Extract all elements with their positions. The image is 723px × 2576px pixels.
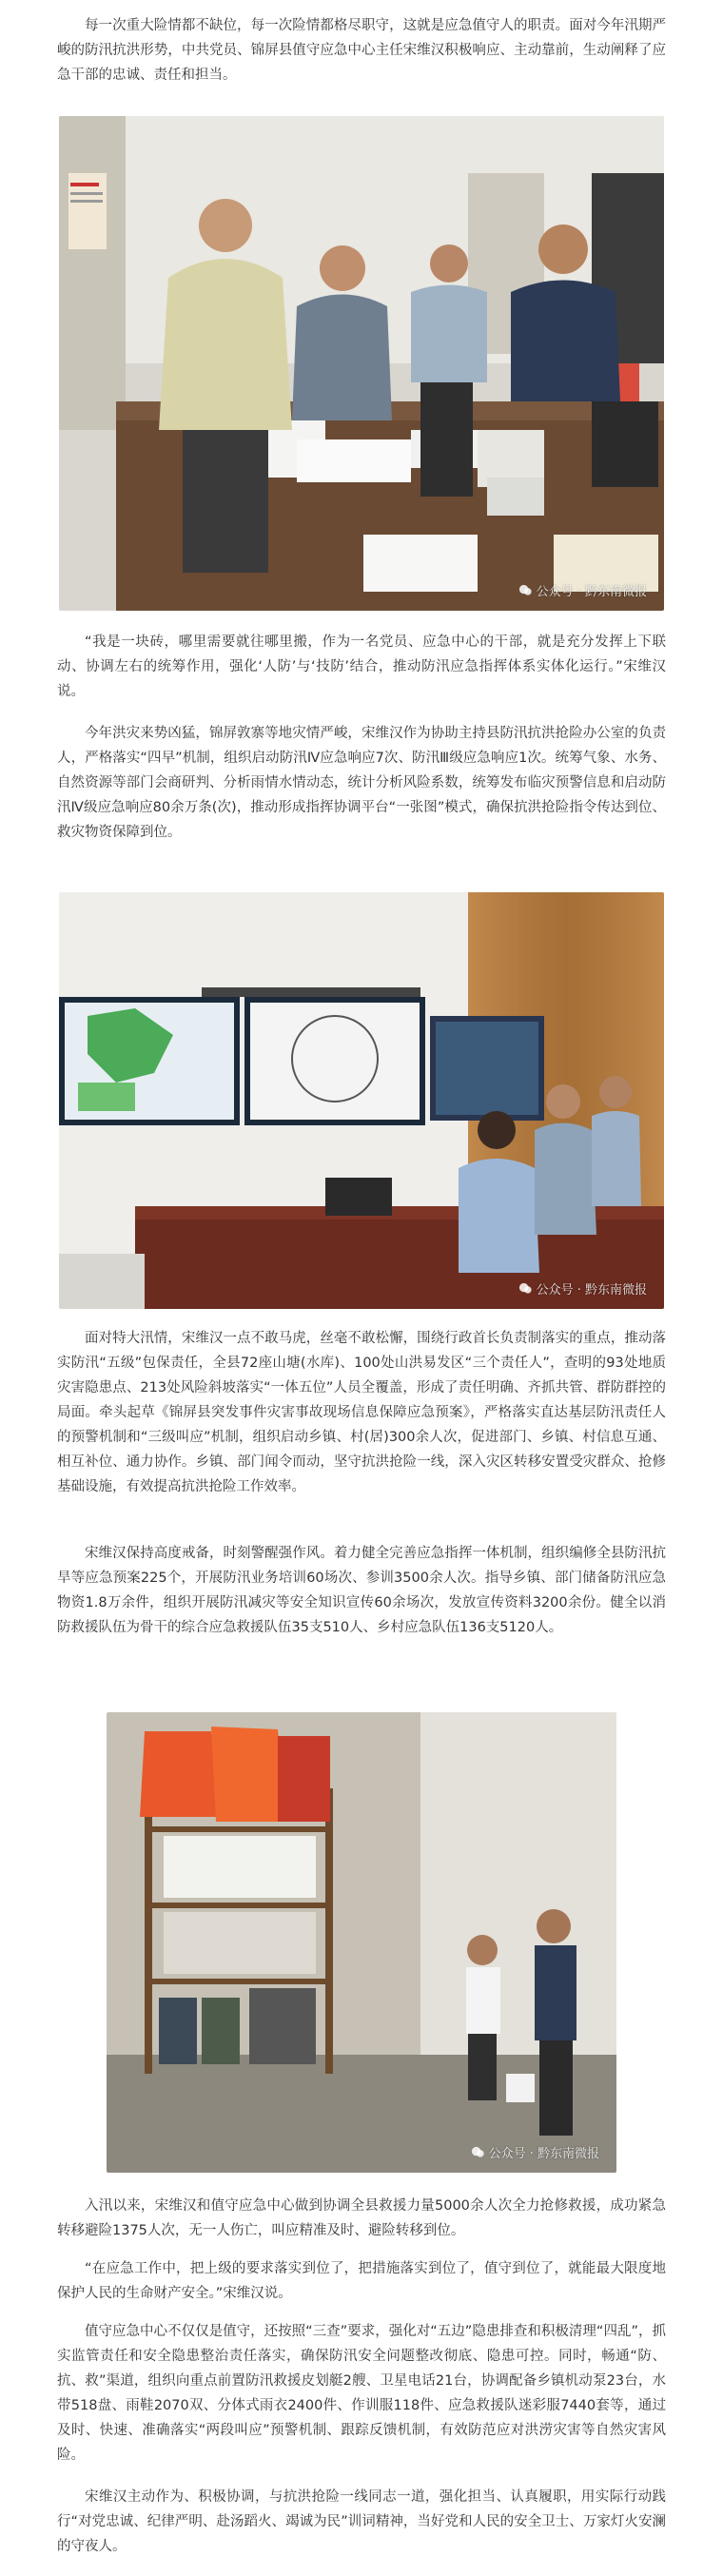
photo-watermark <box>518 581 647 599</box>
photo-office-meeting <box>59 116 664 611</box>
article-paragraph: 值守应急中心不仅仅是值守，还按照“三查”要求，强化对“五边”隐患排查和积极清理“四乱”，抓实监管责任和安全隐患整治责任落实，确保防汛安全问题整改彻底、隐患可控。同时，畅通“防、抗、救”渠道，组织向重点前置防汛救援皮划艇2艘、卫星电话21台，协调配备乡镇机动泵23台，水带518盘、雨鞋2070双、分体式雨衣2400件、作训服118件、应急救援队迷彩服7440套等，通过及时、快速、准确落实“两段叫应”预警机制、跟踪反馈机制，有效防范应对洪涝灾害等自然灾害风险。 <box>57 2324 666 2463</box>
article-paragraph: “在应急工作中，把上级的要求落实到位了，把措施落实到位了，值守到位了，就能最大限度地保护人民的生命财产安全。”宋维汉说。 <box>57 2261 666 2301</box>
article-paragraph: 宋维汉主动作为、积极协调，与抗洪抢险一线同志一道，强化担当、认真履职，用实际行动践行“对党忠诚、纪律严明、赴汤蹈火、竭诚为民”训词精神，当好党和人民的安全卫士、万家灯火安澜的守夜人。 <box>57 2489 666 2554</box>
watermark-label: 公众号 · 黔东南微报 <box>488 2147 599 2161</box>
photo-command-center <box>59 892 664 1309</box>
wechat-icon <box>518 583 533 597</box>
article-paragraph: 每一次重大险情都不缺位，每一次险情都格尽职守，这就是应急值守人的职责。面对今年汛期严峻的防汛抗洪形势，中共党员、锦屏县值守应急中心主任宋维汉积极响应、主动靠前，生动阐释了应急干部的忠诚、责任和担当。 <box>57 18 666 83</box>
article-paragraph: “我是一块砖，哪里需要就往哪里搬，作为一名党员、应急中心的干部，就是充分发挥上下联动、协调左右的统筹作用，强化‘人防’与‘技防’结合，推动防汛应急指挥体系实体化运行。”宋维汉说。 <box>57 634 666 699</box>
article-paragraph: 面对特大汛情，宋维汉一点不敢马虎，丝毫不敢松懈，围绕行政首长负责制落实的重点，推动落实防汛“五级”包保责任，全县72座山塘(水库)、100处山洪易发区“三个责任人”，查明的93处地质灾害隐患点、213处风险斜坡落实“一体五位”人员全覆盖，形成了责任明确、齐抓共管、群防群控的局面。牵头起草《锦屏县突发事件灾害事故现场信息保障应急预案》，严格落实直达基层防汛责任人的预警机制和“三级叫应”机制，组织启动乡镇、村(居)300余人次，促进部门、乡镇、村信息互通、相互补位、通力协作。乡镇、部门闻令而动，坚守抗洪抢险一线，深入灾区转移安置受灾群众、抢修基础设施，有效提高抗洪抢险工作效率。 <box>57 1331 666 1494</box>
article-paragraph: 入汛以来，宋维汉和值守应急中心做到协调全县救援力量5000余人次全力抢修救援，成功紧急转移避险1375人次，无一人伤亡，叫应精准及时、避险转移到位。 <box>57 2198 666 2238</box>
watermark-label: 公众号 · 黔东南微报 <box>536 1283 647 1298</box>
wechat-icon <box>518 1281 533 1296</box>
watermark-label: 公众号 · 黔东南微报 <box>536 585 647 599</box>
article-paragraph: 今年洪灾来势凶猛，锦屏敦寨等地灾情严峻，宋维汉作为协助主持县防汛抗洪抢险办公室的负责人，严格落实“四早”机制，组织启动防汛Ⅳ应急响应7次、防汛Ⅲ级应急响应1次。统筹气象、水务、自然资源等部门会商研判、分析雨情水情动态，统计分析风险系数，统筹发布临灾预警信息和启动防汛Ⅳ级应急响应80余万条(次)，推动形成指挥协调平台“一张图”模式，确保抗洪抢险指令传达到位、救灾物资保障到位。 <box>57 726 666 840</box>
photo-watermark <box>471 2143 599 2161</box>
photo-watermark <box>518 1279 647 1298</box>
photo-supply-warehouse <box>107 1712 616 2173</box>
command-center-image <box>59 892 664 1309</box>
wechat-icon <box>471 2145 485 2159</box>
article-paragraph: 宋维汉保持高度戒备，时刻警醒强作风。着力健全完善应急指挥一体机制，组织编修全县防汛抗旱等应急预案225个，开展防汛业务培训60场次、参训3500余人次。指导乡镇、部门储备防汛应急物资1.8万余件，组织开展防汛减灾等安全知识宣传60余场次，发放宣传资料3200余份。健全以消防救援队伍为骨干的综合应急救援队伍35支510人、乡村应急队伍136支5120人。 <box>57 1546 666 1635</box>
supply-warehouse-image <box>107 1712 616 2173</box>
office-meeting-image <box>59 116 664 611</box>
